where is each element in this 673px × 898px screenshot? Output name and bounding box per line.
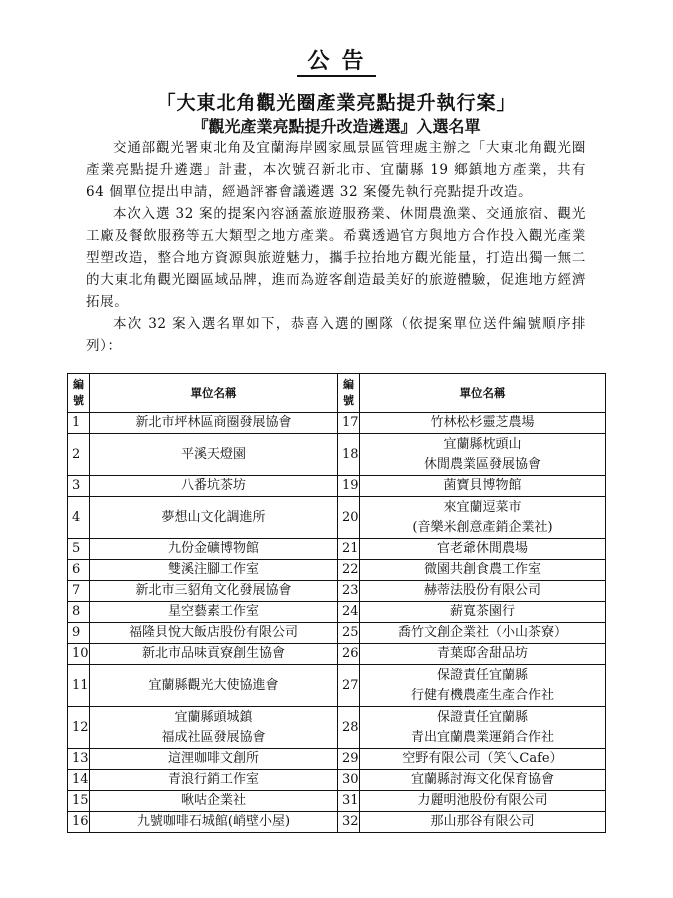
entry-number: 7 [68,581,90,602]
entry-number: 21 [338,539,360,560]
table-row [68,539,606,560]
entry-name [360,413,606,434]
entry-name [90,434,338,476]
entry-name [90,665,338,707]
entry-name [90,623,338,644]
entry-name-line: 喬竹文創企業社（小山茶寮） [397,625,567,640]
entry-number: 6 [68,560,90,581]
entry-name-line: 青葉邸舍甜品坊 [436,646,528,661]
entry-number: 13 [68,749,90,770]
entry-name [360,539,606,560]
entry-number: 29 [338,749,360,770]
entry-name [90,791,338,812]
entry-number: 9 [68,623,90,644]
entry-name [360,812,606,833]
entry-name-line: 保證責任宜蘭縣 [436,667,528,683]
entry-name-line: 宜蘭縣頭城鎮 [174,709,253,725]
entry-name-line: 那山那谷有限公司 [430,814,535,829]
entry-name-line: 新北市三貂角文化發展協會 [135,583,292,598]
entry-name [90,812,338,833]
entry-name-line: 啾咕企業社 [180,793,246,808]
entry-name-line: 宜蘭縣觀光大使協進會 [148,677,279,693]
entry-name [360,434,606,476]
entry-number: 5 [68,539,90,560]
entry-number: 18 [338,434,360,476]
entry-name [360,770,606,791]
entry-number: 10 [68,644,90,665]
entry-name [360,644,606,665]
table-row [68,812,606,833]
entry-name-line: 力麗明池股份有限公司 [417,793,548,808]
entry-number: 28 [338,707,360,749]
entry-number: 20 [338,497,360,539]
entry-name [90,413,338,434]
entry-number: 17 [338,413,360,434]
entry-number: 8 [68,602,90,623]
table-row [68,665,606,707]
entry-name [360,560,606,581]
header-num-right: 編號 [338,374,360,413]
header-name-left: 單位名稱 [90,374,338,413]
entry-name [360,623,606,644]
entry-name [90,602,338,623]
entry-number: 16 [68,812,90,833]
entry-name [90,560,338,581]
entry-name-line: 薪寬茶園行 [449,604,515,619]
entry-name-line: 菌寶貝博物館 [443,478,522,493]
table-row [68,749,606,770]
entry-name [360,581,606,602]
table-row [68,497,606,539]
entry-name-line: 微園共創食農工作室 [423,562,541,577]
entry-number: 1 [68,413,90,434]
table-row [68,602,606,623]
table-row [68,581,606,602]
table-row [68,560,606,581]
paragraph-1: 交通部觀光署東北角及宜蘭海岸國家風景區管理處主辦之「大東北角觀光圈產業亮點提升遴選」計畫，本次號召新北市、宜蘭縣 19 鄉鎮地方產業，共有 64 個單位提出申請，經過評審會議遴選 32 案優先執行亮點提升改造。 [86,140,586,200]
selection-table [67,373,606,833]
entry-name-line: 官老爺休閒農場 [436,541,528,556]
entry-number: 15 [68,791,90,812]
entry-name [90,644,338,665]
entry-number: 22 [338,560,360,581]
table-row [68,770,606,791]
table-row [68,707,606,749]
body-text [86,137,586,357]
entry-number: 4 [68,497,90,539]
table-row [68,413,606,434]
entry-name-line: 宜蘭縣枕頭山 [443,436,522,452]
entry-number: 11 [68,665,90,707]
header-name-right: 單位名稱 [360,374,606,413]
paragraph-3: 本次 32 案入選名單如下，恭喜入選的團隊（依提案單位送件編號順序排列）： [86,316,586,354]
entry-name-line: 來宜蘭逗菜市 [443,499,522,515]
entry-name [360,707,606,749]
entry-name-line: 雙溪注腳工作室 [167,562,259,577]
table-row [68,644,606,665]
entry-name-line: 竹林松杉靈芝農場 [430,415,535,430]
entry-name [90,581,338,602]
entry-name-line: 空野有限公司（笑乀Cafe） [402,751,563,766]
entry-name [360,476,606,497]
entry-name [360,665,606,707]
table-row [68,623,606,644]
entry-number: 23 [338,581,360,602]
entry-name-line: 福成社區發展協會 [161,729,266,745]
entry-number: 19 [338,476,360,497]
entry-name-line: (音樂米創意產銷企業社) [412,519,553,535]
entry-name-line: 夢想山文化調進所 [161,509,266,525]
entry-name-line: 平溪天燈園 [180,446,246,462]
entry-number: 26 [338,644,360,665]
entry-number: 2 [68,434,90,476]
entry-name [90,749,338,770]
entry-name-line: 這浬咖啡文創所 [167,751,259,766]
entry-name-line: 宜蘭縣討海文化保育協會 [410,772,554,787]
notice-title [0,44,673,75]
entry-number: 24 [338,602,360,623]
entry-name [90,770,338,791]
entry-name-line: 九份金礦博物館 [167,541,259,556]
entry-name [360,602,606,623]
entry-name [360,497,606,539]
header-num-left: 編號 [68,374,90,413]
entry-name-line: 保證責任宜蘭縣 [436,709,528,725]
entry-number: 27 [338,665,360,707]
entry-name [90,476,338,497]
entry-name [90,497,338,539]
paragraph-2: 本次入選 32 案的提案內容涵蓋旅遊服務業、休閒農漁業、交通旅宿、觀光工廠及餐飲服務等五大類型之地方產業。希冀透過官方與地方合作投入觀光產業型塑改造，整合地方資源與旅遊魅力，攜手拉抬地方觀光能量，打造出獨一無二的大東北角觀光圈區域品牌，進而為遊客創造最美好的旅遊體驗，促進地方經濟拓展。 [86,206,586,310]
heading-main: 「大東北角觀光圈產業亮點提升執行案」 [156,92,517,114]
entry-number: 30 [338,770,360,791]
table-row [68,476,606,497]
entry-name-line: 行健有機農產生產合作社 [410,687,554,703]
entry-name [360,791,606,812]
notice-title-text: 公告 [297,48,375,77]
table-header-row [68,374,606,413]
entry-name [90,707,338,749]
entry-name-line: 新北市坪林區商圈發展協會 [135,415,292,430]
entry-number: 12 [68,707,90,749]
entry-name-line: 青浪行銷工作室 [167,772,259,787]
entry-number: 3 [68,476,90,497]
table-row [68,791,606,812]
entry-name-line: 九號咖啡石城館(峭壁小屋) [136,814,291,829]
entry-name-line: 八番坑茶坊 [180,478,246,493]
entry-name [90,539,338,560]
entry-name-line: 休閒農業區發展協會 [423,456,541,472]
entry-number: 14 [68,770,90,791]
entry-name-line: 青出宜蘭農業運銷合作社 [410,729,554,745]
table-row [68,434,606,476]
entry-number: 25 [338,623,360,644]
entry-name-line: 新北市品味貢寮創生協會 [141,646,285,661]
entry-number: 31 [338,791,360,812]
entry-number: 32 [338,812,360,833]
entry-name [360,749,606,770]
entry-name-line: 福隆貝悅大飯店股份有限公司 [128,625,298,640]
heading-sub: 『觀光產業亮點提升改造遴選』入選名單 [192,117,481,136]
entry-name-line: 星空藝素工作室 [167,604,259,619]
entry-name-line: 赫蒂法股份有限公司 [423,583,541,598]
